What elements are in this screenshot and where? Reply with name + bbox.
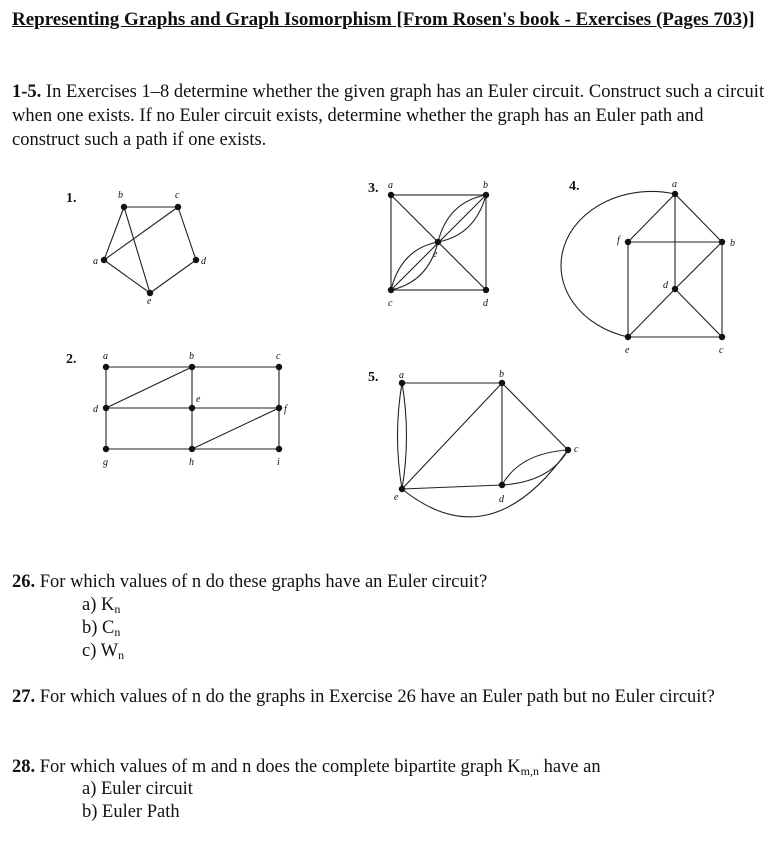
exercise-subscript: m,n: [520, 764, 539, 778]
vertex-label: a: [103, 351, 108, 362]
vertex-label: e: [394, 492, 399, 503]
exercise-text: For which values of m and n does the complete bipartite graph K: [39, 757, 521, 777]
exercise-28-item-a: a) Euler circuit: [82, 779, 193, 799]
exercise-number: 26.: [12, 572, 36, 592]
vertex-label: e: [625, 345, 630, 356]
vertex-label: e: [147, 296, 152, 307]
exercise-text: For which values of n do the graphs in Exercise 26 have an Euler path but no Euler circuit?: [39, 687, 715, 707]
vertex-label: d: [93, 404, 98, 415]
item-text: b) C: [82, 618, 115, 638]
vertex-label: a: [388, 180, 393, 191]
exercise-26: [12, 570, 768, 594]
vertex-label: d: [663, 280, 668, 291]
graph-5-number: 5.: [368, 370, 379, 385]
vertex-label: b: [483, 180, 488, 191]
vertex-label: e: [433, 249, 438, 260]
item-text: c) W: [82, 641, 119, 661]
exercise-number: 28.: [12, 757, 36, 777]
vertex-label: b: [730, 238, 735, 249]
vertex-label: b: [499, 369, 504, 380]
vertex-label: c: [719, 345, 724, 356]
exercise-text: In Exercises 1–8 determine whether the given graph has an Euler circuit. Construct such a circuit when one exists. If no Euler circuit exists, determine whether the graph has an Euler path and construct such a path if one exists.: [12, 82, 765, 150]
graph-1-vertices: [101, 204, 199, 296]
graph-1-number: 1.: [66, 191, 77, 206]
item-text: a) K: [82, 595, 115, 615]
item-subscript: n: [114, 625, 121, 639]
graph-2-number: 2.: [66, 352, 77, 367]
vertex-label: f: [284, 404, 287, 415]
vertex-label: c: [574, 444, 579, 455]
item-subscript: n: [118, 648, 125, 662]
graph-5-vertices: [399, 380, 571, 492]
vertex-label: a: [672, 179, 677, 190]
graph-1-edges: [104, 207, 196, 293]
vertex-label: d: [201, 256, 206, 267]
vertex-label: e: [196, 394, 201, 405]
vertex-label: b: [189, 351, 194, 362]
vertex-label: i: [277, 457, 280, 468]
item-subscript: n: [114, 602, 121, 616]
exercise-number: 27.: [12, 687, 36, 707]
vertex-label: d: [499, 494, 504, 505]
exercise-text: For which values of n do these graphs have an Euler circuit?: [39, 572, 488, 592]
exercise-28-item-b: b) Euler Path: [82, 802, 180, 822]
vertex-label: a: [399, 370, 404, 381]
vertex-label: c: [388, 298, 393, 309]
exercise-26-item-c: [82, 640, 124, 667]
graph-4-edges: [561, 191, 722, 337]
graph-4-number: 4.: [569, 179, 580, 194]
graph-5-edges: [398, 383, 569, 517]
vertex-label: g: [103, 457, 108, 468]
vertex-label: b: [118, 190, 123, 201]
vertex-label: a: [93, 256, 98, 267]
vertex-label: f: [617, 235, 620, 246]
vertex-label: c: [175, 190, 180, 201]
graph-3-number: 3.: [368, 181, 379, 196]
exercise-text-end: have an: [538, 757, 601, 777]
vertex-label: d: [483, 298, 488, 309]
exercise-number: 1-5.: [12, 82, 42, 102]
page-title: Representing Graphs and Graph Isomorphism [From Rosen's book - Exercises (Pages 703)]: [12, 9, 755, 30]
exercise-27: [12, 685, 768, 709]
vertex-label: c: [276, 351, 281, 362]
vertex-label: h: [189, 457, 194, 468]
